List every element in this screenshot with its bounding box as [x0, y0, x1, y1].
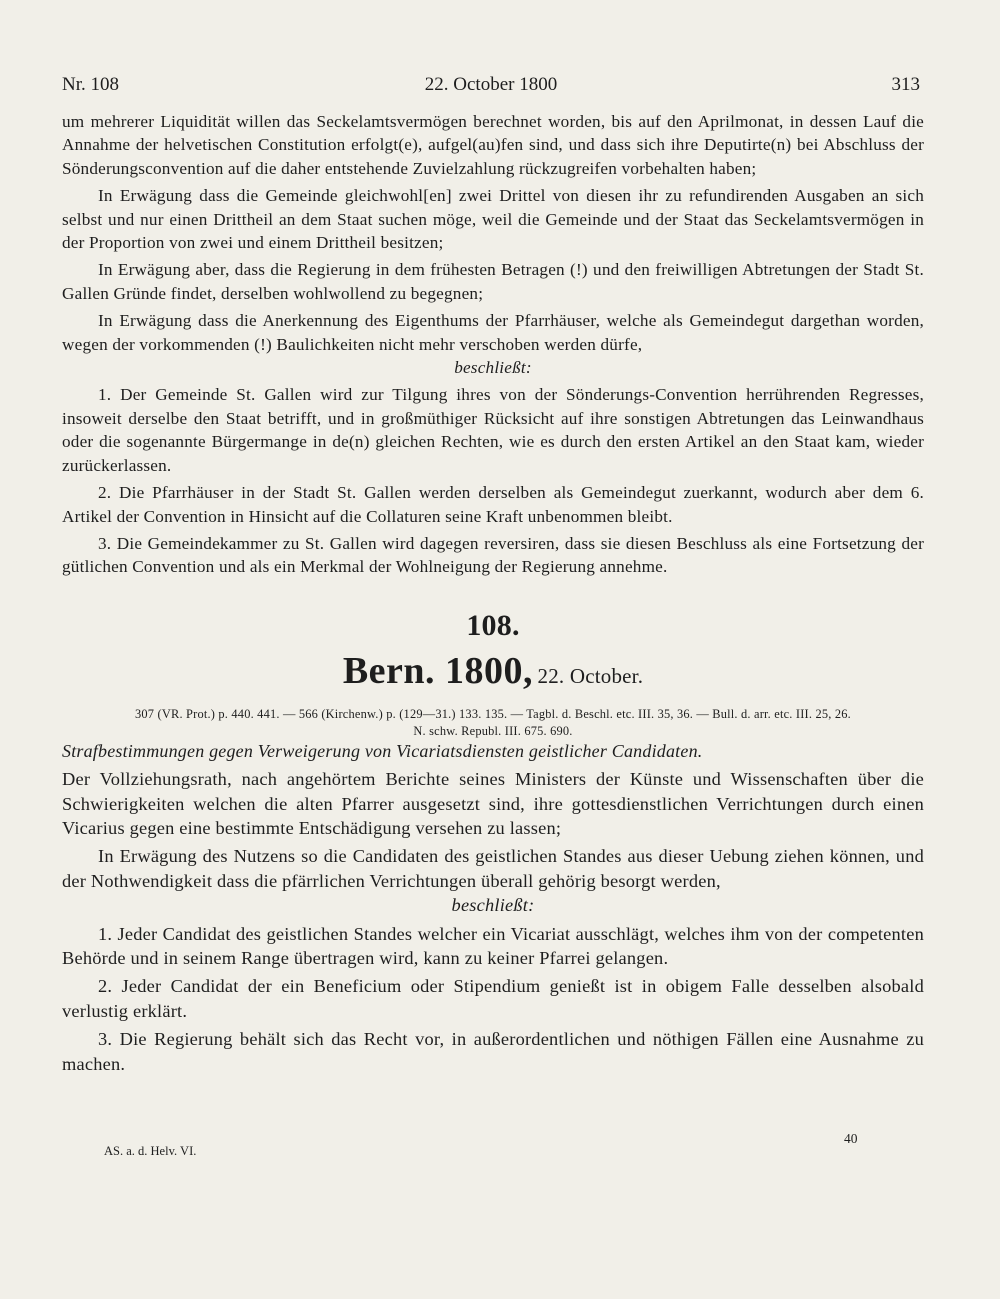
document-body	[62, 767, 924, 1076]
paragraph: Der Vollziehungsrath, nach angehörtem Berichte seines Ministers der Künste und Wissenschaften über die Schwierigkeiten welchen die alten Pfarrer ausgesetzt sind, ihre gottesdienstlichen Verrichtungen durch einen Vicarius gegen eine bestimmte Entschädigung versehen zu lassen;	[62, 769, 924, 838]
page-number: 313	[891, 74, 920, 95]
running-header	[62, 74, 920, 100]
main-text	[62, 110, 924, 1076]
paragraph: In Erwägung dass die Anerkennung des Eigenthums der Pfarrhäuser, welche als Gemeindegut dargethan worden, wegen der vorkommenden (!) Baulichkeiten nicht mehr verschoben werden dürfe,	[62, 311, 924, 354]
resolution-item: 2. Die Pfarrhäuser in der Stadt St. Gallen werden derselben als Gemeindegut zuerkannt, wodurch aber dem 6. Artikel der Convention in Hinsicht auf die Collaturen seine Kraft unbenommen bleibt.	[62, 483, 924, 526]
header-date: 22. October 1800	[424, 74, 558, 95]
paragraph: In Erwägung dass die Gemeinde gleichwohl[en] zwei Drittel von diesen ihr zu refundirenden Ausgaben an sich selbst und nur einen Drittheil an dem Staat suchen möge, weil die Gemeinde und der Staat das Seckelamtsvermögen in der Proportion von zwei und einem Drittheil besitzen;	[62, 186, 924, 253]
document-date: 22. October.	[537, 663, 644, 688]
paragraph: In Erwägung des Nutzens so die Candidaten des geistlichen Standes aus dieser Uebung ziehen können, und der Nothwendigkeit dass die pfärrlichen Verrichtungen überall gehörig besorgt werden,	[62, 846, 924, 891]
resolution-item: 3. Die Gemeindekammer zu St. Gallen wird dagegen reversiren, dass sie diesen Beschluss als eine Fortsetzung der gütlichen Convention und als ein Merkmal der Wohlneigung der Regierung annehme.	[62, 533, 924, 577]
header-number: Nr. 108	[62, 74, 119, 95]
references-line: N. schw. Republ. III. 675. 690.	[413, 723, 573, 738]
resolution-item: 2. Jeder Candidat der ein Beneficium oder Stipendium genießt ist in obigem Falle desselben alsobald verlustig erklärt.	[62, 976, 924, 1021]
sheet-signature: 40	[844, 1131, 858, 1146]
resolution-heading: beschließt:	[454, 358, 532, 378]
document-title: Strafbestimmungen gegen Verweigerung von Vicariatsdiensten geistlicher Candidaten.	[62, 740, 703, 761]
document-place-date	[62, 649, 924, 700]
paragraph: um mehrerer Liquidität willen das Seckelamtsvermögen berechnet worden, bis auf den Aprilmonat, in dessen Lauf die Annahme der helvetischen Constitution erfolgt(e), aufgel(au)fen sind, und dass sich ihre Deputirte(n) bei Abschluss der Sönderungsconvention auf die daher entstehende Zuvielzahlung rückzugreifen vorbehalten haben;	[62, 112, 924, 178]
paragraph: In Erwägung aber, dass die Regierung in dem frühesten Betragen (!) und den freiwilligen Abtretungen der Stadt St. Gallen Gründe findet, derselben wohlwollend zu begegnen;	[62, 260, 924, 303]
references-line: 307 (VR. Prot.) p. 440. 441. — 566 (Kirchenw.) p. (129—31.) 133. 135. — Tagbl. d. Beschl. etc. III. 35, 36. — Bull. d. arr. etc. III. 25, 26.	[135, 706, 851, 721]
resolution-heading: beschließt:	[451, 895, 535, 916]
document-place: Bern. 1800,	[342, 649, 534, 692]
source-references	[62, 706, 924, 740]
source-signature: AS. a. d. Helv. VI.	[104, 1144, 197, 1158]
resolution-item: 1. Jeder Candidat des geistlichen Standes welcher ein Vicariat ausschlägt, welches ihm von der competenten Behörde und in seinem Range übertragen wird, kann zu keiner Pfarrei gelangen.	[62, 923, 924, 968]
resolution-item: 1. Der Gemeinde St. Gallen wird zur Tilgung ihres von der Sönderungs-Convention herrührenden Regresses, insoweit derselbe den Staat betrifft, und in großmüthiger Rücksicht auf ihre sonstigen Abtretungen das Leinwandhaus oder die sogenannte Bürgermange in de(n) gleichen Rechten, wie es durch den ersten Artikel an den Staat kam, wieder zurückerlassen.	[62, 385, 924, 475]
resolution-item: 3. Die Regierung behält sich das Recht vor, in außerordentlichen und nöthigen Fällen eine Ausnahme zu machen.	[62, 1029, 924, 1074]
document-number: 108.	[466, 608, 520, 642]
